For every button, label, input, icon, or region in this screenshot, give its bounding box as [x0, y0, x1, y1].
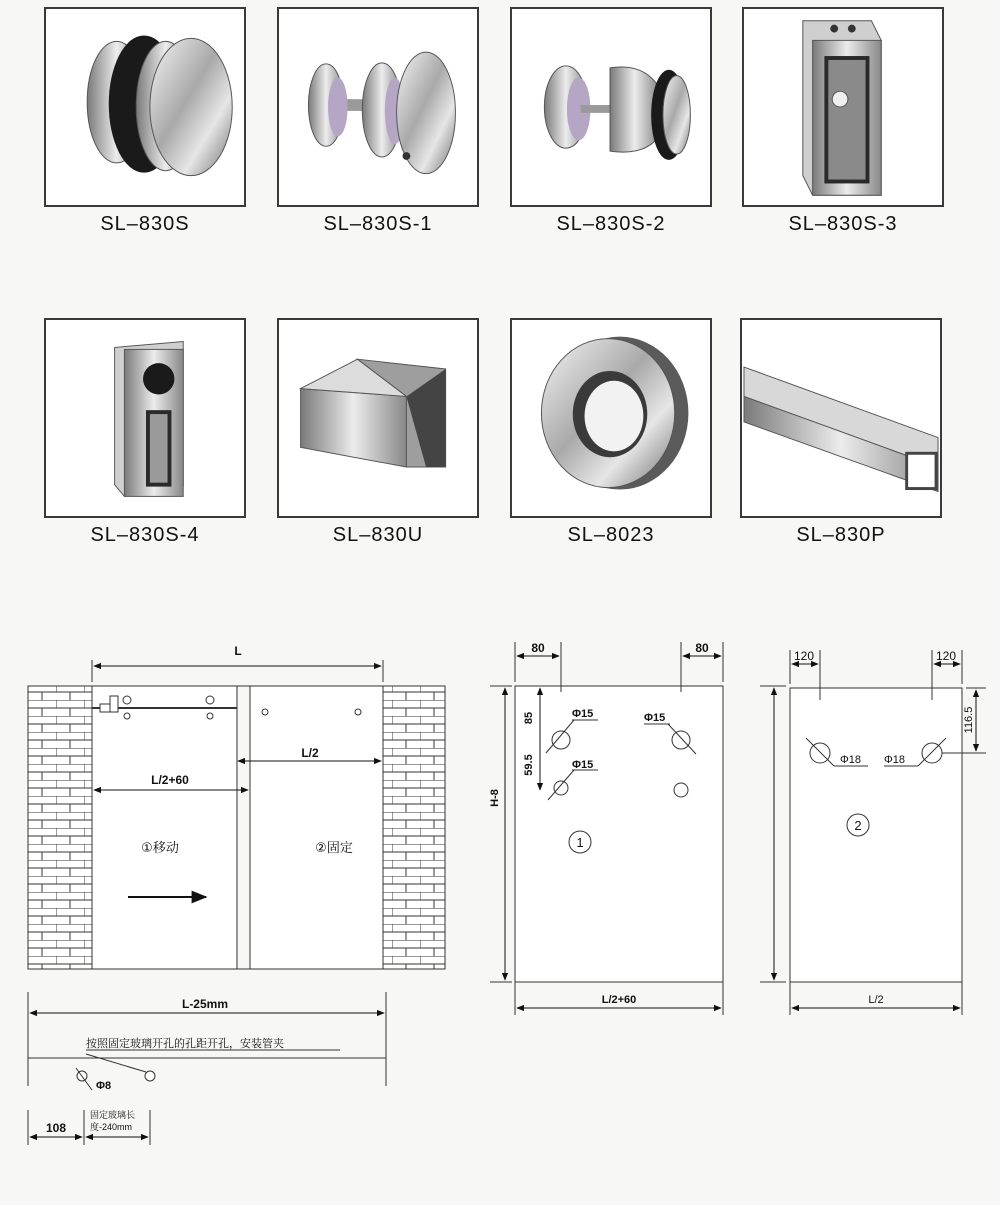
product-card-sl-830u	[277, 318, 479, 518]
product-card-sl-830p	[740, 318, 942, 518]
product-card-sl-830s-4	[44, 318, 246, 518]
fixed-panel-label: ②固定	[315, 840, 353, 855]
rail-note-2a: 固定玻璃长	[90, 1110, 136, 1120]
rect-clamp-icon	[744, 9, 942, 205]
p1-width: L/2+60	[601, 994, 637, 1006]
product-card-sl-830s	[44, 7, 246, 207]
p2-width: L/2	[868, 994, 884, 1006]
product-label: SL–830U	[332, 524, 424, 546]
p1-dia-3: Φ15	[644, 712, 666, 724]
ring-handle-icon	[512, 320, 710, 516]
roller-icon	[46, 9, 244, 205]
product-card-sl-830s-1	[277, 7, 479, 207]
u-guide-icon	[279, 320, 477, 516]
dim-half-plus-60: L/2+60	[151, 773, 189, 787]
rect-tube-icon	[742, 320, 940, 516]
bolt-connector-icon	[279, 9, 477, 205]
p1-number: 1	[576, 835, 584, 850]
installation-diagram	[0, 620, 1000, 1205]
product-card-sl-8023	[510, 318, 712, 518]
product-label: SL–830P	[796, 524, 886, 546]
product-label: SL–830S-3	[788, 213, 898, 235]
dim-half: L/2	[301, 746, 319, 760]
p1-v-59-5: 59.5	[523, 754, 535, 776]
rail-note-2b: 度-240mm	[90, 1122, 133, 1132]
product-card-sl-830s-2	[510, 7, 712, 207]
stopper-block-icon	[46, 320, 244, 516]
dim-l: L	[234, 644, 242, 658]
product-label: SL–830S	[100, 213, 190, 235]
knob-connector-icon	[512, 9, 710, 205]
panel-1-drawing	[489, 641, 723, 1015]
product-label: SL–830S-1	[323, 213, 433, 235]
product-label: SL–830S-4	[90, 524, 200, 546]
product-card-sl-830s-3	[742, 7, 944, 207]
p2-v-116-5: 116.5	[963, 706, 975, 734]
installation-elevation	[28, 644, 445, 969]
p2-right-offset: 120	[935, 649, 957, 663]
product-label: SL–8023	[567, 524, 655, 546]
p2-dia-2: Φ18	[884, 754, 906, 766]
rail-drawing	[28, 992, 386, 1145]
p1-v-85: 85	[523, 711, 535, 725]
panel-2-drawing	[760, 649, 986, 1015]
p1-left-offset: 80	[531, 641, 545, 655]
rail-note: 按照固定玻璃开孔的孔距开孔，安装管夹	[86, 1038, 284, 1050]
rail-hole-diameter: Φ8	[96, 1080, 112, 1092]
rail-offset: 108	[45, 1121, 67, 1135]
p2-dia-1: Φ18	[840, 754, 862, 766]
p1-right-offset: 80	[695, 641, 709, 655]
product-label: SL–830S-2	[556, 213, 666, 235]
p1-dia-1: Φ15	[572, 708, 594, 720]
p1-height: H-8	[489, 789, 501, 807]
p1-dia-2: Φ15	[572, 759, 594, 771]
moving-panel-label: ①移动	[141, 840, 179, 855]
p2-left-offset: 120	[793, 649, 815, 663]
rail-length: L-25mm	[181, 997, 229, 1011]
p2-number: 2	[854, 818, 862, 833]
